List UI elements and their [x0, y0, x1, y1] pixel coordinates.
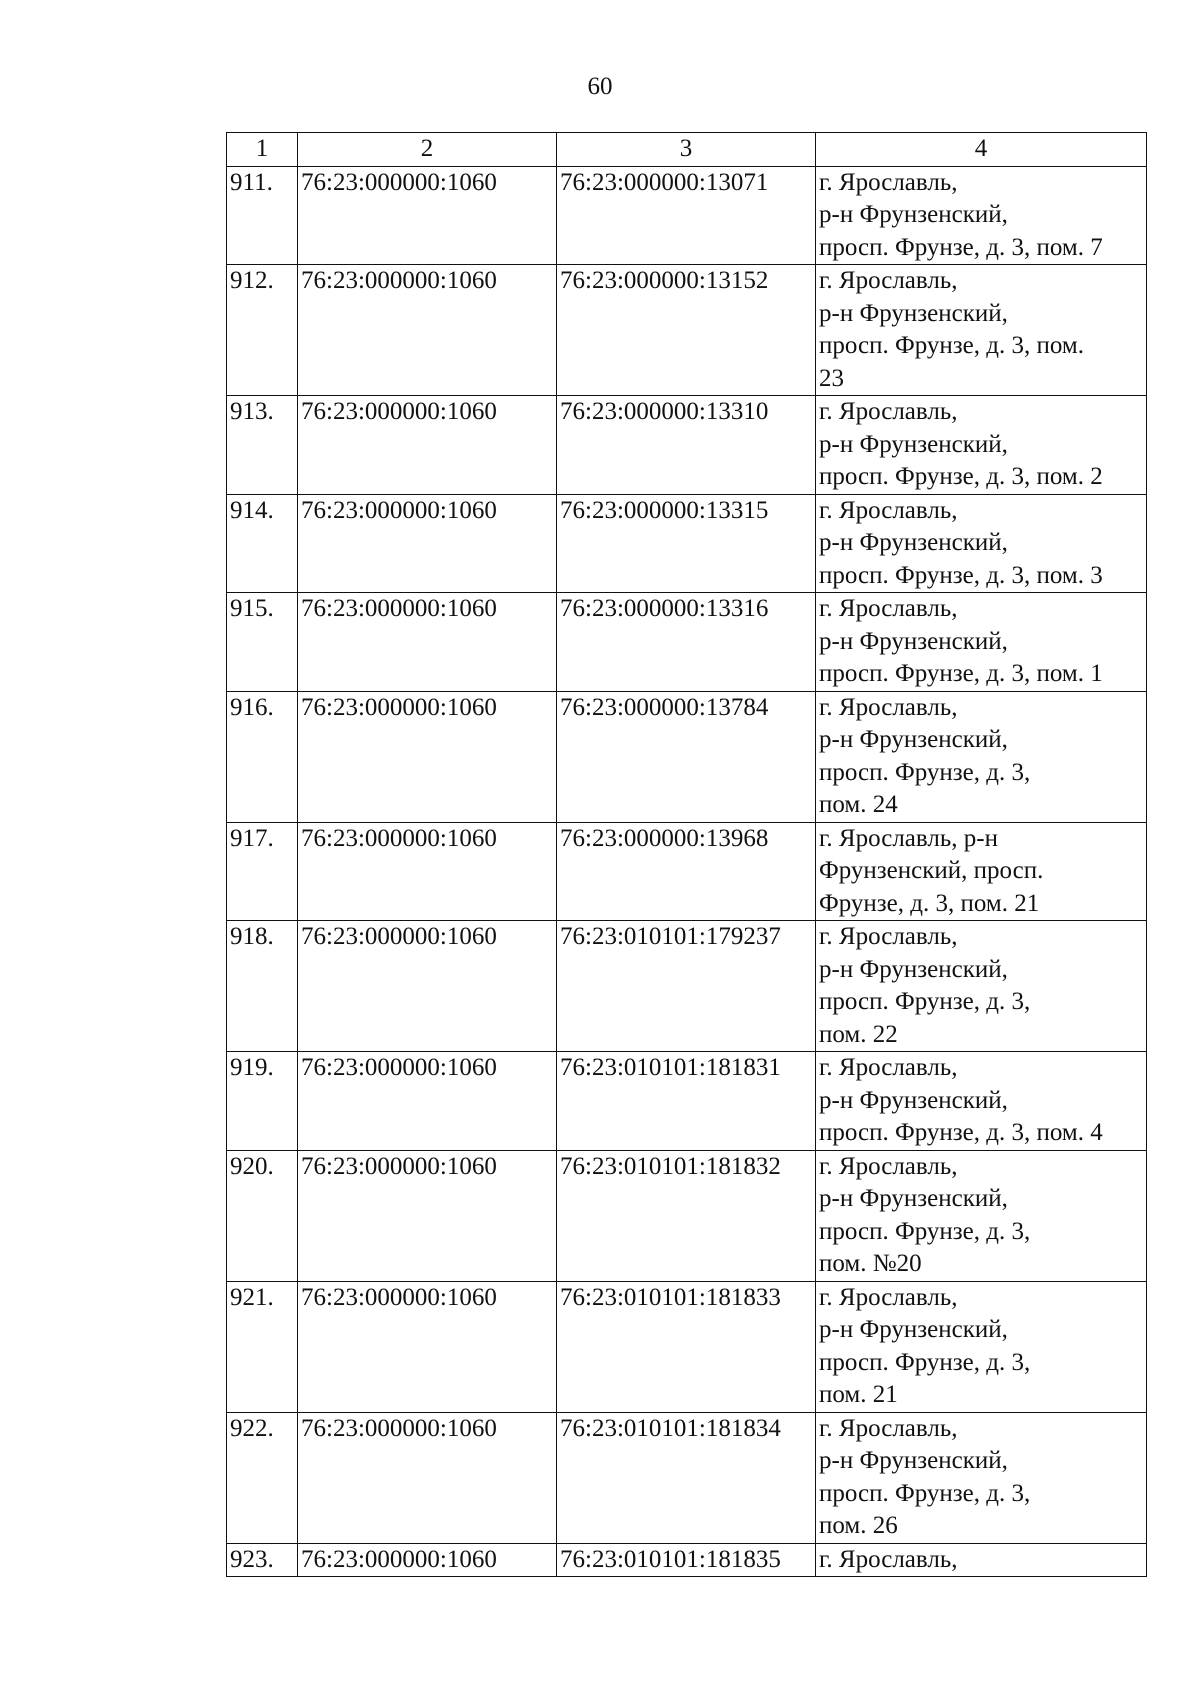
address-line: р-н Фрунзенский,	[819, 529, 1008, 556]
address-line: просп. Фрунзе, д. 3, пом. 3	[819, 561, 1103, 589]
row-number: 911.	[227, 166, 298, 265]
address-cell	[816, 494, 1147, 593]
address-line: Фрунзенский, просп.	[819, 857, 1044, 884]
address-line: просп. Фрунзе, д. 3,	[819, 988, 1031, 1015]
address-line: просп. Фрунзе, д. 3,	[819, 758, 1031, 786]
object-cadastral-number: 76:23:000000:13152	[557, 265, 816, 396]
object-cadastral-number: 76:23:000000:13315	[557, 494, 816, 593]
row-number: 919.	[227, 1052, 298, 1151]
object-cadastral-number: 76:23:000000:13071	[557, 166, 816, 265]
address-cell	[816, 396, 1147, 495]
table-row	[227, 265, 1147, 396]
address-line: пом. 26	[819, 1512, 898, 1539]
address-line: г. Ярославль,	[819, 496, 958, 524]
address-line: г. Ярославль,	[819, 1545, 958, 1573]
address-line: просп. Фрунзе, д. 3, пом. 4	[819, 1119, 1103, 1146]
column-header: 3	[557, 133, 816, 167]
address-line: р-н Фрунзенский,	[819, 726, 1008, 753]
row-number: 916.	[227, 691, 298, 822]
address-line: г. Ярославль,	[819, 1152, 958, 1180]
parcel-cadastral-number: 76:23:000000:1060	[298, 1150, 557, 1281]
table-row	[227, 822, 1147, 921]
table-row	[227, 494, 1147, 593]
address-line: просп. Фрунзе, д. 3,	[819, 1348, 1031, 1376]
table-row	[227, 593, 1147, 692]
address-line: р-н Фрунзенский,	[819, 430, 1008, 458]
address-line: просп. Фрунзе, д. 3, пом.	[819, 332, 1084, 359]
row-number: 914.	[227, 494, 298, 593]
parcel-cadastral-number: 76:23:000000:1060	[298, 921, 557, 1052]
table-row	[227, 1412, 1147, 1543]
address-line: г. Ярославль,	[819, 595, 958, 622]
parcel-cadastral-number: 76:23:000000:1060	[298, 1052, 557, 1151]
object-cadastral-number: 76:23:000000:13784	[557, 691, 816, 822]
address-cell	[816, 1281, 1147, 1412]
parcel-cadastral-number: 76:23:000000:1060	[298, 265, 557, 396]
table-row	[227, 396, 1147, 495]
address-line: г. Ярославль,	[819, 693, 958, 721]
address-cell	[816, 921, 1147, 1052]
address-line: р-н Фрунзенский,	[819, 299, 1008, 327]
address-line: г. Ярославль,	[819, 398, 958, 425]
parcel-cadastral-number: 76:23:000000:1060	[298, 593, 557, 692]
address-line: г. Ярославль, р-н	[819, 824, 998, 852]
parcel-cadastral-number: 76:23:000000:1060	[298, 822, 557, 921]
table-body	[227, 166, 1147, 1577]
object-cadastral-number: 76:23:000000:13968	[557, 822, 816, 921]
row-number: 923.	[227, 1543, 298, 1577]
address-line: р-н Фрунзенский,	[819, 1086, 1008, 1114]
row-number: 917.	[227, 822, 298, 921]
table-header	[227, 133, 1147, 167]
object-cadastral-number: 76:23:010101:181831	[557, 1052, 816, 1151]
address-line: г. Ярославль,	[819, 1414, 958, 1442]
address-line: пом. 21	[819, 1381, 898, 1408]
address-cell	[816, 265, 1147, 396]
address-line: пом. 22	[819, 1020, 898, 1048]
parcel-cadastral-number: 76:23:000000:1060	[298, 1281, 557, 1412]
address-line: г. Ярославль,	[819, 1054, 958, 1081]
table-row	[227, 1052, 1147, 1151]
parcel-cadastral-number: 76:23:000000:1060	[298, 396, 557, 495]
table-row	[227, 166, 1147, 265]
object-cadastral-number: 76:23:000000:13316	[557, 593, 816, 692]
object-cadastral-number: 76:23:010101:181832	[557, 1150, 816, 1281]
address-line: просп. Фрунзе, д. 3, пом. 1	[819, 660, 1103, 687]
parcel-cadastral-number: 76:23:000000:1060	[298, 691, 557, 822]
address-cell	[816, 691, 1147, 822]
registry-table	[226, 132, 1147, 1577]
object-cadastral-number: 76:23:010101:181833	[557, 1281, 816, 1412]
object-cadastral-number: 76:23:000000:13310	[557, 396, 816, 495]
address-line: Фрунзе, д. 3, пом. 21	[819, 889, 1040, 917]
address-line: г. Ярославль,	[819, 923, 958, 950]
row-number: 922.	[227, 1412, 298, 1543]
page-number: 60	[587, 73, 613, 100]
parcel-cadastral-number: 76:23:000000:1060	[298, 166, 557, 265]
address-line: просп. Фрунзе, д. 3,	[819, 1217, 1031, 1245]
address-line: просп. Фрунзе, д. 3,	[819, 1479, 1031, 1507]
row-number: 912.	[227, 265, 298, 396]
address-cell	[816, 1412, 1147, 1543]
row-number: 921.	[227, 1281, 298, 1412]
header-row	[227, 133, 1147, 167]
address-cell	[816, 593, 1147, 692]
column-header: 1	[227, 133, 298, 167]
object-cadastral-number: 76:23:010101:181834	[557, 1412, 816, 1543]
address-cell	[816, 1543, 1147, 1577]
address-cell	[816, 822, 1147, 921]
address-line: просп. Фрунзе, д. 3, пом. 7	[819, 233, 1103, 261]
parcel-cadastral-number: 76:23:000000:1060	[298, 1412, 557, 1543]
row-number: 913.	[227, 396, 298, 495]
address-line: р-н Фрунзенский,	[819, 1185, 1008, 1212]
address-line: р-н Фрунзенский,	[819, 627, 1008, 655]
object-cadastral-number: 76:23:010101:181835	[557, 1543, 816, 1577]
address-line: пом. 24	[819, 791, 898, 818]
address-line: г. Ярославль,	[819, 168, 958, 196]
column-header: 4	[816, 133, 1147, 167]
address-line: р-н Фрунзенский,	[819, 955, 1008, 983]
address-line: р-н Фрунзенский,	[819, 1316, 1008, 1343]
table-row	[227, 691, 1147, 822]
table-row	[227, 921, 1147, 1052]
object-cadastral-number: 76:23:010101:179237	[557, 921, 816, 1052]
parcel-cadastral-number: 76:23:000000:1060	[298, 1543, 557, 1577]
address-cell	[816, 166, 1147, 265]
address-line: г. Ярославль,	[819, 1283, 958, 1311]
parcel-cadastral-number: 76:23:000000:1060	[298, 494, 557, 593]
address-line: р-н Фрунзенский,	[819, 201, 1008, 228]
row-number: 918.	[227, 921, 298, 1052]
address-cell	[816, 1052, 1147, 1151]
address-line: г. Ярославль,	[819, 267, 958, 294]
address-line: р-н Фрунзенский,	[819, 1447, 1008, 1474]
row-number: 915.	[227, 593, 298, 692]
table-row	[227, 1281, 1147, 1412]
address-line: просп. Фрунзе, д. 3, пом. 2	[819, 463, 1103, 490]
address-cell	[816, 1150, 1147, 1281]
table-row	[227, 1543, 1147, 1577]
address-line: пом. №20	[819, 1250, 922, 1277]
column-header: 2	[298, 133, 557, 167]
table-row	[227, 1150, 1147, 1281]
address-line: 23	[819, 364, 844, 392]
row-number: 920.	[227, 1150, 298, 1281]
